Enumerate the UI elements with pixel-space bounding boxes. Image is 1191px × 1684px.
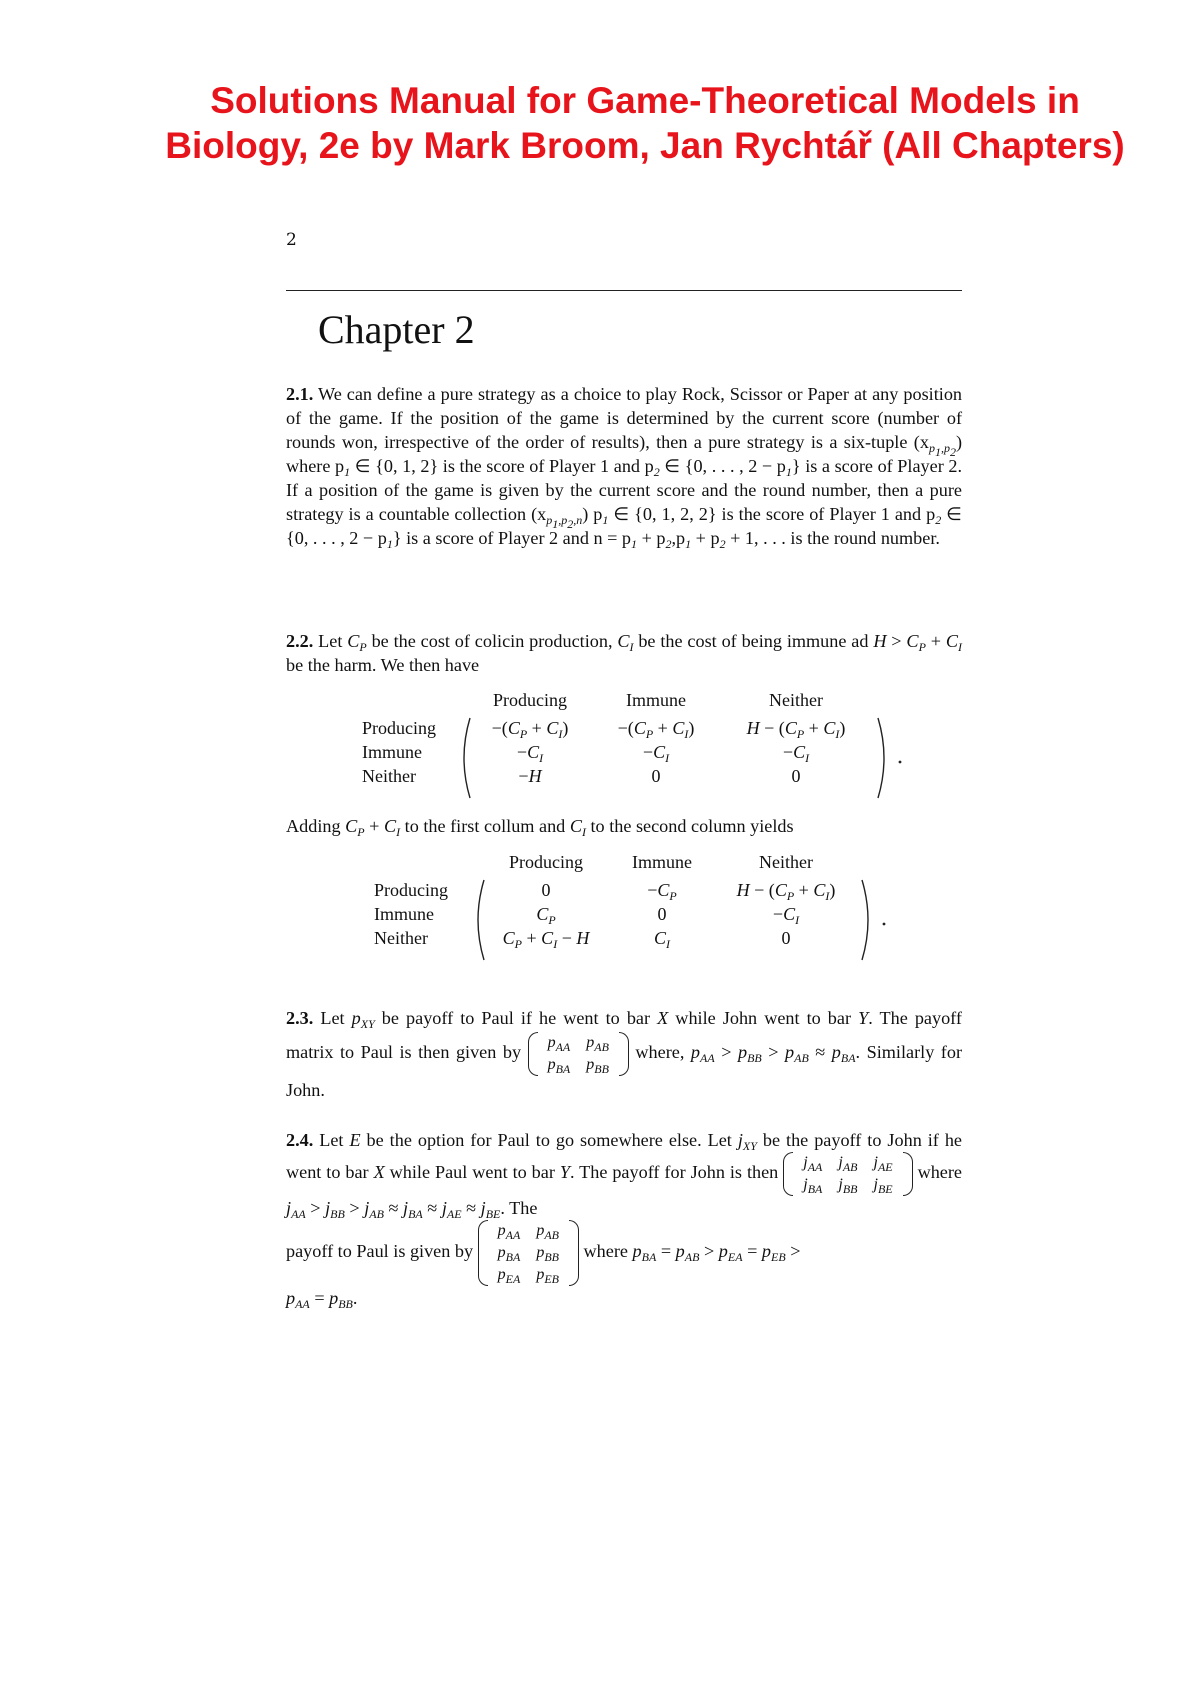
matrix-cell: $-C_I$ (782, 742, 810, 765)
matrix-cell: $-C_I$ (516, 742, 544, 765)
matrix-cell: 0 (791, 766, 801, 786)
matrix-entry: $j_{AB}$ (838, 1154, 858, 1174)
matrix-cell: $-C_I$ (772, 904, 800, 927)
chapter-title: Chapter 2 (318, 307, 475, 352)
text-2-3a: Let $p_{XY}$ be payoff to Paul if he went to bar X while John went to bar Y. The payoff matrix to Paul is then given by (286, 1008, 962, 1063)
matrix-column-header: Neither (769, 690, 823, 710)
label-2-3: 2.3. (286, 1008, 314, 1028)
matrix-cell: $-(C_P + C_I)$ (617, 718, 695, 741)
label-2-2: 2.2. (286, 631, 314, 651)
matrix-column-header: Immune (626, 690, 686, 710)
text-2-1i: } is a score of Player 2 and n = p (392, 528, 632, 548)
matrix-cell: $H - (C_P + C_I)$ (736, 880, 836, 903)
matrix-entry: $p_{AA}$ (497, 1222, 521, 1242)
solution-2-2 (286, 629, 962, 677)
solution-2-1: 2.1. We can define a pure strategy as a choice to play Rock, Scissor or Paper at any position of the game. If the position of the game is determined by the current score (number of rounds won, irrespective of the order of results), then a pure strategy is a six-tuple $(x_{p_1,p_2})$ where $p_1$ ∈ {0, 1, 2} is the score of Player 1 and $p_2$ ∈ {0, . . . , $2 - p_1$} is a score of Player 2. If a position of the game is given by the current score and the round number, then a pure strategy is a countable collection $(x_{p_1,p_2,n})$ $p_1$ ∈ {0, 1, 2, 2} is the score of Player 1 and $p_2$ ∈ {0, . . . , $2 - p_1$} is a score of Player 2 and $n = p_1 + p_2,p_1 + p_2 + 1$, . . . is the round number. (286, 384, 963, 551)
text-2-1k: ,p (671, 528, 686, 548)
solution-2-3 (286, 1004, 962, 1104)
text-2-3b: where, $p_{AA} > p_{BB} > p_{AB} \approx p_{BA}$. Similarly for John. (286, 1042, 963, 1100)
text-2-2: Let $C_P$ be the cost of colicin production, $C_I$ be the cost of being immune ad $H > C_P + C_I$ be the harm. We then have (286, 631, 963, 675)
text-2-1f: ) p (582, 504, 603, 524)
matrix-row-label: Producing (374, 880, 448, 900)
matrix-entry: $p_{BB}$ (586, 1056, 609, 1076)
matrix-entry: $p_{BA}$ (547, 1056, 571, 1076)
text-2-4b: where $j_{AA} > j_{BB} > j_{AB} \approx j_{BA} \approx j_{AE} \approx j_{BE}$. The (286, 1162, 962, 1221)
matrix-cell: $-C_P$ (647, 880, 677, 903)
matrix-entry: $j_{AE}$ (873, 1154, 893, 1174)
matrix-entry: $p_{EB}$ (536, 1266, 559, 1286)
text-2-4e: $p_{AA} = p_{BB}$. (286, 1288, 358, 1311)
matrix-row-label: Producing (362, 718, 436, 738)
label-2-4: 2.4. (286, 1130, 314, 1150)
john-payoff-matrix (783, 1152, 912, 1196)
matrix-entry: $p_{AB}$ (536, 1222, 559, 1242)
text-2-4a: Let E be the option for Paul to go somewhere else. Let $j_{XY}$ be the payoff to John if he went to bar X while Paul went to bar Y. The payoff for John is then (286, 1130, 962, 1183)
matrix-row-label: Immune (374, 904, 434, 924)
text-2-1g: ∈ {0, 1, 2, 2} is the score of Player 1 and p (608, 504, 936, 524)
document-banner-title: Solutions Manual for Game-Theoretical Models in Biology, 2e by Mark Broom, Jan Rychtář (All Chapters) (165, 80, 1125, 166)
text-2-4c: payoff to Paul is given by (286, 1241, 474, 1262)
matrix-entry: $p_{AB}$ (586, 1034, 609, 1054)
header-rule (286, 290, 962, 291)
text-2-1l: + p (691, 528, 720, 548)
solution-2-2-adding (286, 814, 962, 838)
matrix-cell: 0 (657, 904, 667, 924)
matrix-entry: $p_{EA}$ (497, 1266, 521, 1286)
matrix-entry: $j_{BA}$ (803, 1176, 823, 1196)
matrix-cell: $C_I$ (653, 928, 671, 951)
matrix-entry: $p_{AA}$ (547, 1034, 571, 1054)
text-2-1b: ) where p (286, 432, 962, 476)
payoff-matrix-2 (362, 852, 922, 964)
paul-payoff-matrix (528, 1032, 629, 1076)
matrix-cell: $-C_I$ (642, 742, 670, 765)
matrix-column-header: Producing (493, 690, 567, 710)
payoff-matrix-1 (350, 690, 910, 800)
matrix-entry: $j_{BB}$ (838, 1176, 858, 1196)
matrix-cell: $C_P + C_I - H$ (502, 928, 590, 951)
text-2-1h: ∈ {0, . . . , 2 − p (286, 504, 963, 548)
matrix-cell: 0 (651, 766, 661, 786)
matrix-cell: 0 (781, 928, 791, 948)
page-number: 2 (286, 230, 297, 250)
text-2-1m: + 1, . . . is the round number. (725, 528, 940, 548)
matrix-cell: 0 (541, 880, 551, 900)
matrix-row-label: Neither (374, 928, 428, 948)
text-2-1d: ∈ {0, . . . , 2 − p (659, 456, 786, 476)
matrix-column-header: Immune (632, 852, 692, 872)
text-2-1e: } is a score of Player 2. If a position of the game is given by the current score and the round number, then a pure strategy is a countable collection (x (286, 456, 963, 524)
text-2-4d: where $p_{BA} = p_{AB} > p_{EA} = p_{EB}$ > (583, 1241, 801, 1265)
matrix-column-header: Neither (759, 852, 813, 872)
matrix-cell: $-(C_P + C_I)$ (491, 718, 569, 741)
matrix-brackets (350, 690, 950, 810)
matrix-column-header: Producing (509, 852, 583, 872)
matrix-cell: $H - (C_P + C_I)$ (746, 718, 846, 741)
solution-2-4 (286, 1128, 962, 1310)
matrix-entry: $j_{AA}$ (803, 1154, 823, 1174)
matrix-brackets (362, 852, 962, 972)
matrix-row-label: Immune (362, 742, 422, 762)
text-2-2-between: Adding $C_P + C_I$ to the first collum and $C_I$ to the second column yields (286, 816, 794, 839)
matrix-cell: $C_P$ (536, 904, 556, 927)
text-2-1a: We can define a pure strategy as a choice to play Rock, Scissor or Paper at any position of the game. If the position of the game is determined by the current score (number of rounds won, irrespective of the order of results), then a pure strategy is a six-tuple (x (286, 384, 963, 452)
label-2-1: 2.1. (286, 384, 314, 404)
matrix-cell: −H (518, 766, 542, 786)
matrix-entry: $p_{BB}$ (536, 1244, 559, 1264)
paul-payoff-matrix-2 (478, 1220, 579, 1286)
matrix-entry: $j_{BE}$ (873, 1176, 893, 1196)
text-2-1c: ∈ {0, 1, 2} is the score of Player 1 and p (350, 456, 654, 476)
matrix-row-label: Neither (362, 766, 416, 786)
matrix-entry: $p_{BA}$ (497, 1244, 521, 1264)
text-2-1j: + p (637, 528, 666, 548)
